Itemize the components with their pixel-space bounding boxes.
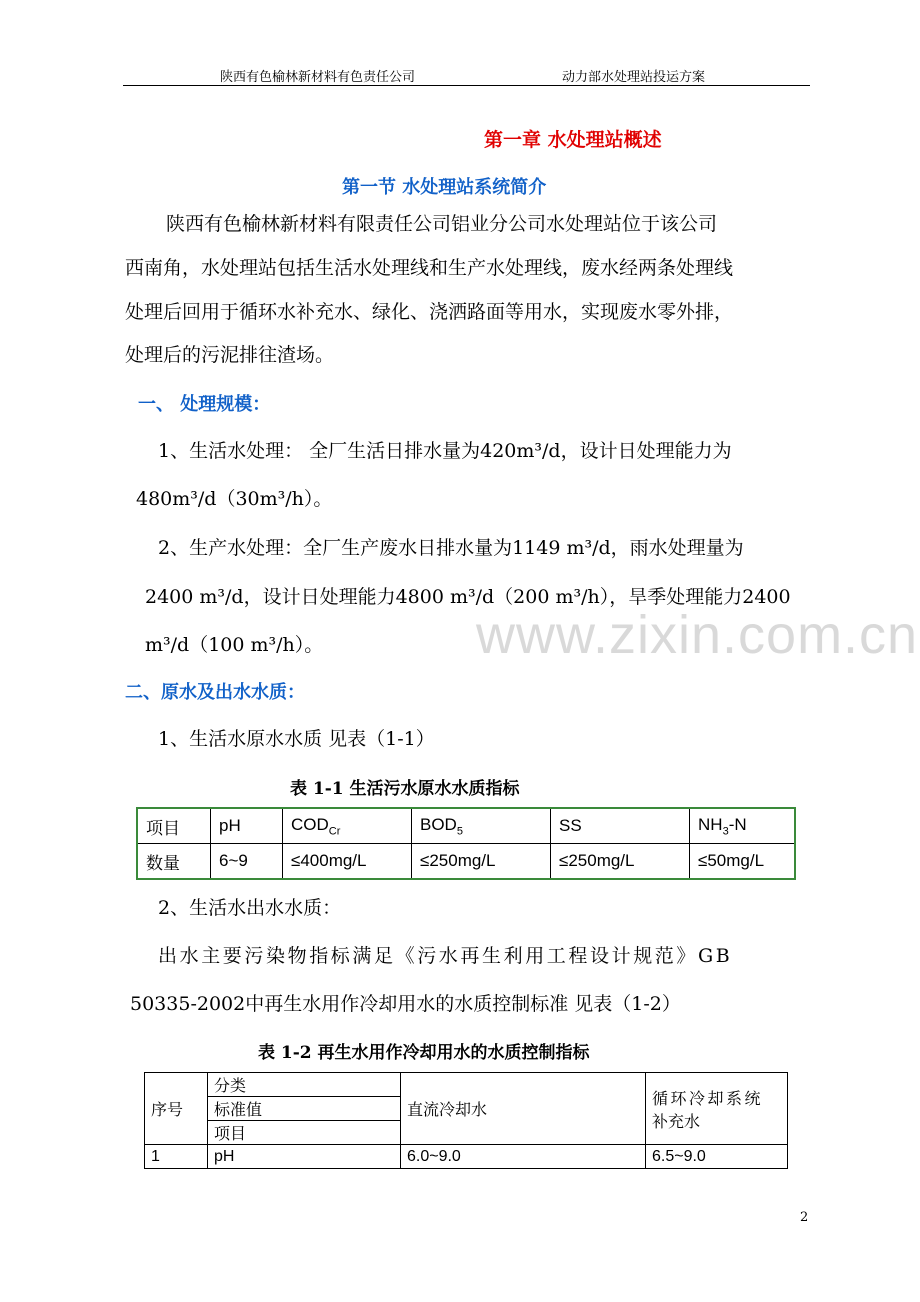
table2	[144, 1072, 788, 1169]
table-cell: 项目	[208, 1121, 401, 1145]
intro-line: 西南角，水处理站包括生活水处理线和生产水处理线，废水经两条处理线	[125, 257, 734, 279]
table-row	[145, 1145, 788, 1169]
page-number: 2	[800, 1210, 809, 1225]
intro-line: 处理后的污泥排往渣场。	[125, 344, 335, 366]
table-cell: ≤250mg/L	[551, 844, 690, 880]
table-cell: 1	[145, 1145, 208, 1169]
table-cell: 项目	[137, 808, 211, 844]
header-company: 陕西有色榆林新材料有色责任公司	[220, 70, 416, 85]
table-cell: 直流冷却水	[401, 1073, 646, 1145]
section-title: 第一节 水处理站系统简介	[342, 177, 547, 198]
table1	[136, 807, 796, 880]
quality-line: 1、生活水原水水质 见表（1-1）	[158, 728, 435, 750]
heading-scale: 一、 处理规模：	[138, 394, 271, 415]
outflow-line: 50335-2002中再生水用作冷却用水的水质控制标准 见表（1-2）	[130, 993, 681, 1015]
outflow-line: 出水主要污染物指标满足《污水再生利用工程设计规范》GB	[158, 945, 733, 967]
table-cell: 6~9	[211, 844, 283, 880]
table-cell: 6.5~9.0	[646, 1145, 788, 1169]
header-doc-title: 动力部水处理站投运方案	[562, 70, 706, 85]
table-cell: $BOD_5$	[412, 808, 551, 844]
table-row	[137, 808, 795, 844]
table-row	[145, 1073, 788, 1097]
table-cell: pH	[211, 808, 283, 844]
heading-quality: 二、原水及出水水质：	[125, 682, 305, 703]
table-cell: 6.0~9.0	[401, 1145, 646, 1169]
quality-line: 2、生活水出水水质：	[158, 897, 342, 919]
table-cell: 分类	[208, 1073, 401, 1097]
scale-line: 2、生产水处理：全厂生产废水日排水量为1149 m³/d，雨水处理量为	[158, 537, 744, 559]
intro-line: 处理后回用于循环水补充水、绿化、浇洒路面等用水，实现废水零外排，	[125, 301, 734, 323]
scale-line: 1、生活水处理： 全厂生活日排水量为420m³/d，设计日处理能力为	[158, 440, 732, 462]
table-cell: 标准值	[208, 1097, 401, 1121]
intro-line: 陕西有色榆林新材料有限责任公司铝业分公司水处理站位于该公司	[166, 213, 718, 235]
table-cell: ≤50mg/L	[690, 844, 796, 880]
watermark: www.zixin.com.cn	[476, 605, 919, 665]
table-cell: SS	[551, 808, 690, 844]
table-cell: $COD_{Cr}$	[283, 808, 412, 844]
table2-caption: 表 1-2 再生水用作冷却用水的水质控制指标	[258, 1043, 590, 1063]
table-cell: $NH_3-N$	[690, 808, 796, 844]
table-cell: 数量	[137, 844, 211, 880]
scale-line: 2400 m³/d，设计日处理能力4800 m³/d（200 m³/h），旱季处理能力2400	[145, 586, 791, 608]
table-row	[137, 844, 795, 880]
table-cell: ≤400mg/L	[283, 844, 412, 880]
scale-line: 480m³/d（30m³/h）。	[136, 488, 333, 510]
chapter-title: 第一章 水处理站概述	[484, 129, 662, 151]
scale-line: m³/d（100 m³/h）。	[145, 634, 324, 656]
table-cell: 循环冷却系统 补充水	[646, 1073, 788, 1145]
table1-caption: 表 1-1 生活污水原水水质指标	[290, 779, 520, 799]
table-cell: 序号	[145, 1073, 208, 1145]
table-cell: pH	[208, 1145, 401, 1169]
table-cell: ≤250mg/L	[412, 844, 551, 880]
header-rule	[123, 85, 810, 86]
